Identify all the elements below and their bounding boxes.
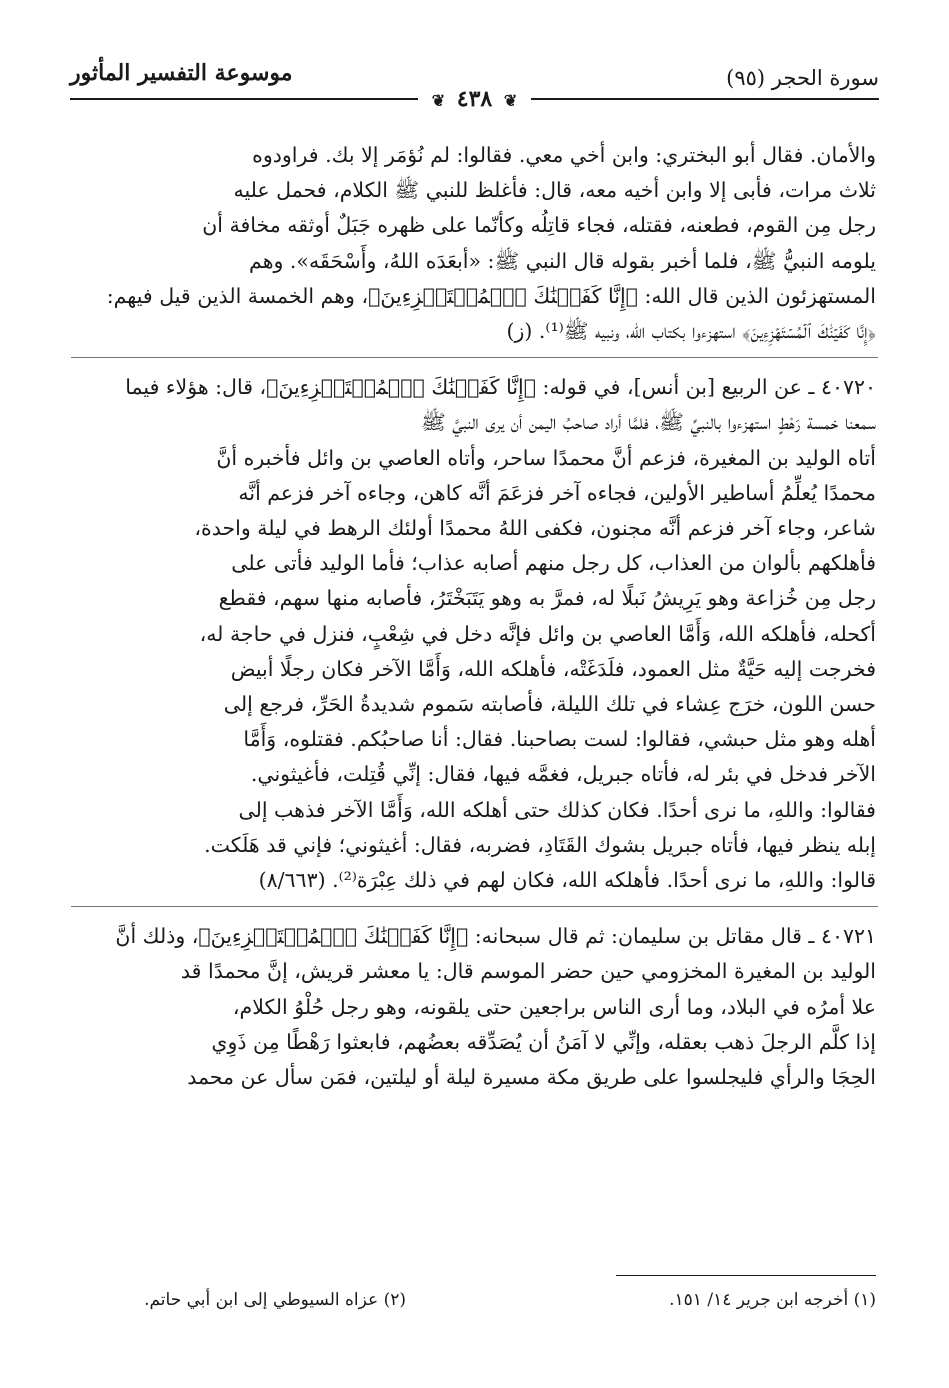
page-number: ٤٣٨ (456, 86, 493, 112)
surah-number: (٩٥) (726, 66, 766, 90)
text-line: أتاه الوليد بن المغيرة، فزعم أنَّ محمدًا ساحر، وأتاه العاصي بن وائل فأخبره أنَّ (216, 445, 876, 470)
entry-40720 (73, 370, 876, 898)
entry-divider (71, 357, 878, 358)
text-line: رجل مِن القوم، فطعنه، فقتله، فجاء قاتِلُه وكأنّما على ظهره جَبَلٌ أوثقه مخافة أن (202, 213, 876, 238)
text-line: إبله ينظر فيها، فأتاه جبريل بشوك القَتَادِ، فضربه، فقال: أغيثوني؛ فإني قد هَلَكت. (204, 832, 876, 857)
text-line: محمدًا يُعلِّمُ أساطير الأولين، فجاءه آخر فزعَمَ أنَّه كاهن، وجاءه آخر فزعم أنَّه (238, 480, 876, 505)
entry-divider (71, 906, 878, 907)
footnote-2: (٢) عزاه السيوطي إلى ابن أبي حاتم. (144, 1290, 406, 1310)
text-line: والأمان. فقال أبو البختري: وابن أخي معي. فقالوا: لم نُؤمَر إلا بك. فراودوه (252, 143, 876, 167)
text-line: سمعنا خمسة رَهْطٍ استهزءوا بالنبيِّ ﷺ، فلمَّا أراد صاحبُ اليمن أن يرى النبيَّ ﷺ (420, 410, 876, 435)
text-line: ٤٠٧٢١ ـ قال مقاتل بن سليمان: ثم قال سبحانه: ﴿إِنَّا كَفَيۡنَٰكَ ٱلۡمُسۡتَهۡزِءِينَ﴾، وذلك أنَّ (115, 924, 876, 949)
ornament-right-icon: ❦ (503, 91, 518, 110)
book-title: موسوعة التفسير المأثور (70, 60, 293, 86)
footnotes (73, 1290, 876, 1320)
surah-name: سورة الحجر (771, 66, 879, 90)
ornament-left-icon: ❦ (431, 91, 446, 110)
text-line: أهله وهو مثل حبشي، فقالوا: لست بصاحبنا. فقال: أنا صاحبُكم. فقتلوه، وَأَمَّا (243, 727, 876, 752)
text-line: شاعر، وجاء آخر فزعم أنَّه مجنون، فكفى اللهُ محمدًا أولئك الرهط في ليلة واحدة، (194, 516, 876, 541)
text-line: علا أمرُه في البلاد، وما أرى الناس براجعين حتى يلقونه، وهو رجل حُلْوُ الكلام، (232, 994, 876, 1019)
text-line: ثلاث مرات، فأبى إلا وابن أخيه معه، قال: فأغلظ للنبي ﷺ الكلام، فحمل عليه (233, 178, 876, 203)
text-line: الحِجَا والرأي فليجلسوا على طريق مكة مسيرة ليلة أو ليلتين، فمَن سأل عن محمد (187, 1065, 876, 1090)
text-line: المستهزئون الذين قال الله: ﴿إِنَّا كَفَيۡنَٰكَ ٱلۡمُسۡتَهۡزِءِينَ﴾، وهم الخمسة الذين قيل فيهم: (106, 283, 876, 308)
text-line: حسن اللون، خرَج عِشاء في تلك الليلة، فأصابته سَموم شديدةُ الحَرِّ، فرجع إلى (223, 692, 876, 717)
text-line: فخرجت إليه حَيَّةٌ مثل العمود، فلَدَغَتْه، فأهلكه الله، وَأَمَّا الآخر فكان رجلًا أبيض (230, 656, 876, 681)
text-line: يلومه النبيُّ ﷺ، فلما أخبر بقوله قال النبي ﷺ: «أبعَدَه اللهُ، وأَسْحَقَه». وهم (249, 248, 876, 273)
text-line: فأهلكهم بألوان من العذاب، كل رجل منهم أصابه عذاب؛ فأما الوليد فأتى على (231, 551, 876, 576)
text-line: أكحله، فأهلكه الله، وَأَمَّا العاصي بن وائل فإنَّه دخل في شِعْبٍ، فنزل في حاجة له، (199, 621, 876, 646)
page-number-box (0, 86, 949, 112)
entry-40721 (73, 919, 876, 1095)
text-line: قالوا: واللهِ، ما نرى أحدًا. فأهلكه الله، فكان لهم في ذلك عِبْرَة⁽²⁾. (٨/٦٦٣) (258, 868, 876, 893)
main-text (73, 138, 876, 1095)
text-line: الآخر فدخل في بئر له، فأتاه جبريل، فغمَّه فيها، فقال: إنِّي قُتِلت، فأغيثوني. (250, 762, 876, 787)
text-line: فقالوا: واللهِ، ما نرى أحدًا. فكان كذلك حتى أهلكه الله، وَأَمَّا الآخر فذهب إلى (238, 797, 876, 822)
text-line: ﴿إِنَّا كَفَيۡنَٰكَ ٱلۡمُسۡتَهۡزِءِينَ﴾ استهزءوا بكتاب الله، ونبيه ﷺ⁽¹⁾. (ز) (506, 319, 876, 344)
footnote-1: (١) أخرجه ابن جرير ١٤/ ١٥١. (669, 1290, 876, 1310)
text-line: ٤٠٧٢٠ ـ عن الربيع [بن أنس]، في قوله: ﴿إِنَّا كَفَيۡنَٰكَ ٱلۡمُسۡتَهۡزِءِينَ﴾، قال: هؤلاء فيما (125, 375, 876, 400)
footnote-rule (616, 1275, 876, 1276)
text-line: رجل مِن خُزاعة وهو يَرِيشُ نَبلًا له، فمرَّ به وهو يَتَبَخْتَرُ، فأصابه منها سهم، فقطع (218, 586, 876, 611)
text-line: إذا كلَّم الرجلَ ذهب بعقله، وإنِّي لا آمَنُ أن يُصَدِّقه بعضُهم، فابعثوا رَهْطًا مِن ذَوِي (211, 1029, 876, 1054)
paragraph-continuation (73, 138, 876, 349)
text-line: الوليد بن المغيرة المخزومي حين حضر الموسم قال: يا معشر قريش، إنَّ محمدًا قد (180, 959, 876, 984)
